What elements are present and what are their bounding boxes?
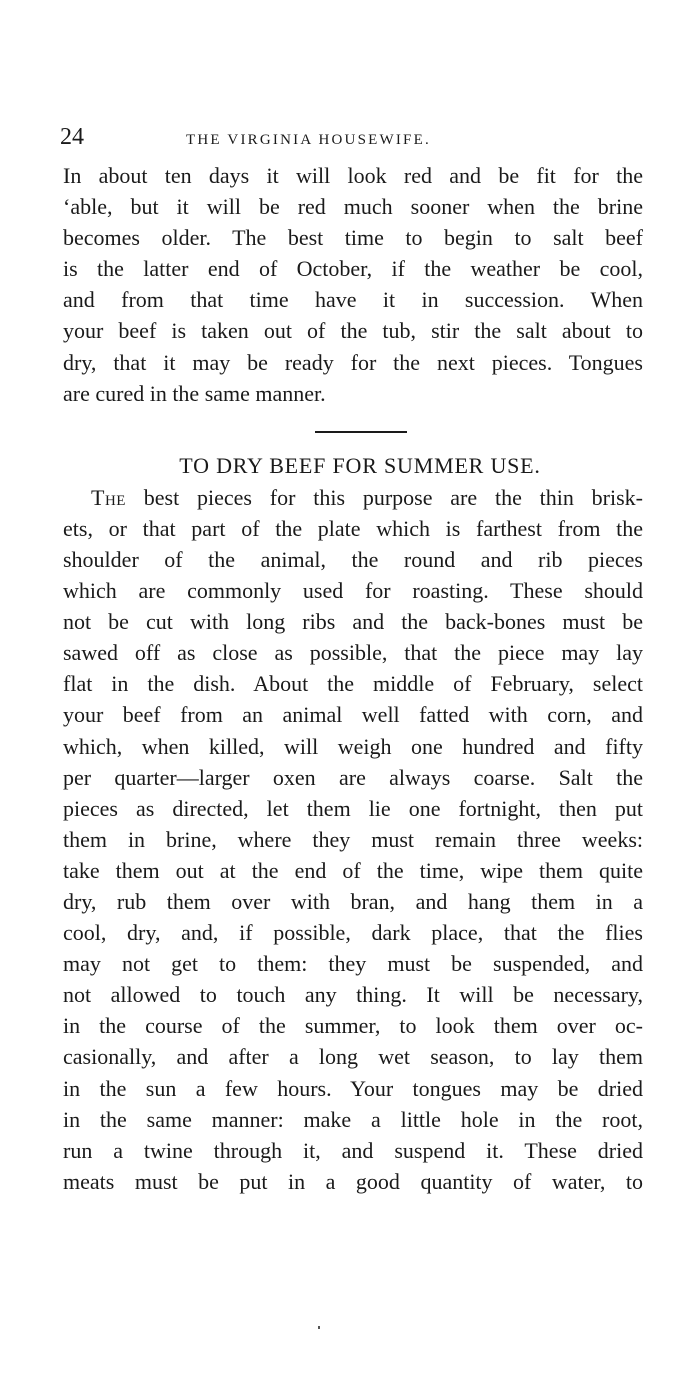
- text-line: in the course of the summer, to look them over oc-: [63, 1013, 643, 1039]
- text-line: your beef is taken out of the tub, stir the salt about to: [63, 318, 643, 344]
- section-divider: [315, 431, 407, 433]
- text-line: is the latter end of October, if the weather be cool,: [63, 256, 643, 282]
- text-line: not allowed to touch any thing. It will be necessary,: [63, 982, 643, 1008]
- text-line: and from that time have it in succession. When: [63, 287, 643, 313]
- first-line-text: best pieces for this purpose are the thin brisk-: [125, 484, 643, 510]
- text-line: meats must be put in a good quantity of water, to: [63, 1168, 643, 1194]
- section-heading: TO DRY BEEF FOR SUMMER USE.: [179, 452, 541, 478]
- text-line: In about ten days it will look red and be fit for the: [63, 163, 643, 188]
- text-line: sawed off as close as possible, that the piece may lay: [63, 640, 643, 666]
- text-line: casionally, and after a long wet season, to lay them: [63, 1044, 643, 1070]
- text-line: may not get to them: they must be suspended, and: [63, 951, 643, 977]
- page-number: 24: [60, 124, 84, 150]
- text-line: which are commonly used for roasting. These should: [63, 578, 643, 604]
- book-page: [60, 124, 643, 1197]
- text-line: flat in the dish. About the middle of February, select: [63, 671, 643, 697]
- ink-speck: [318, 1326, 320, 1329]
- text-line: in the same manner: make a little hole in the root,: [63, 1106, 643, 1132]
- text-line: dry, rub them over with bran, and hang them in a: [63, 888, 643, 914]
- running-title: THE VIRGINIA HOUSEWIFE.: [186, 132, 431, 148]
- text-line: ‘able, but it will be red much sooner when the brine: [63, 194, 643, 220]
- text-line: ets, or that part of the plate which is farthest from the: [63, 515, 643, 541]
- text-line-first: [63, 482, 643, 513]
- text-line: dry, that it may be ready for the next pieces. Tongues: [63, 349, 643, 375]
- drop-word: The: [91, 484, 126, 510]
- text-line: cool, dry, and, if possible, dark place, that the flies: [63, 920, 643, 946]
- continuation-paragraph: [63, 160, 643, 409]
- text-line: run a twine through it, and suspend it. These dried: [63, 1137, 643, 1163]
- text-line: your beef from an animal well fatted with corn, and: [63, 702, 643, 728]
- text-line: per quarter—larger oxen are always coarse. Salt the: [63, 764, 643, 790]
- text-line: shoulder of the animal, the round and rib pieces: [63, 546, 643, 572]
- text-line: them in brine, where they must remain three weeks:: [63, 826, 643, 852]
- text-line: which, when killed, will weigh one hundred and fifty: [63, 733, 643, 759]
- text-line: pieces as directed, let them lie one fortnight, then put: [63, 795, 643, 821]
- running-head: [60, 124, 643, 160]
- text-line: are cured in the same manner.: [63, 380, 326, 406]
- recipe-paragraph: [63, 482, 643, 1197]
- text-line: take them out at the end of the time, wipe them quite: [63, 857, 643, 883]
- text-line: not be cut with long ribs and the back-bones must be: [63, 609, 643, 635]
- text-line: in the sun a few hours. Your tongues may be dried: [63, 1075, 643, 1101]
- text-line: becomes older. The best time to begin to salt beef: [63, 225, 643, 251]
